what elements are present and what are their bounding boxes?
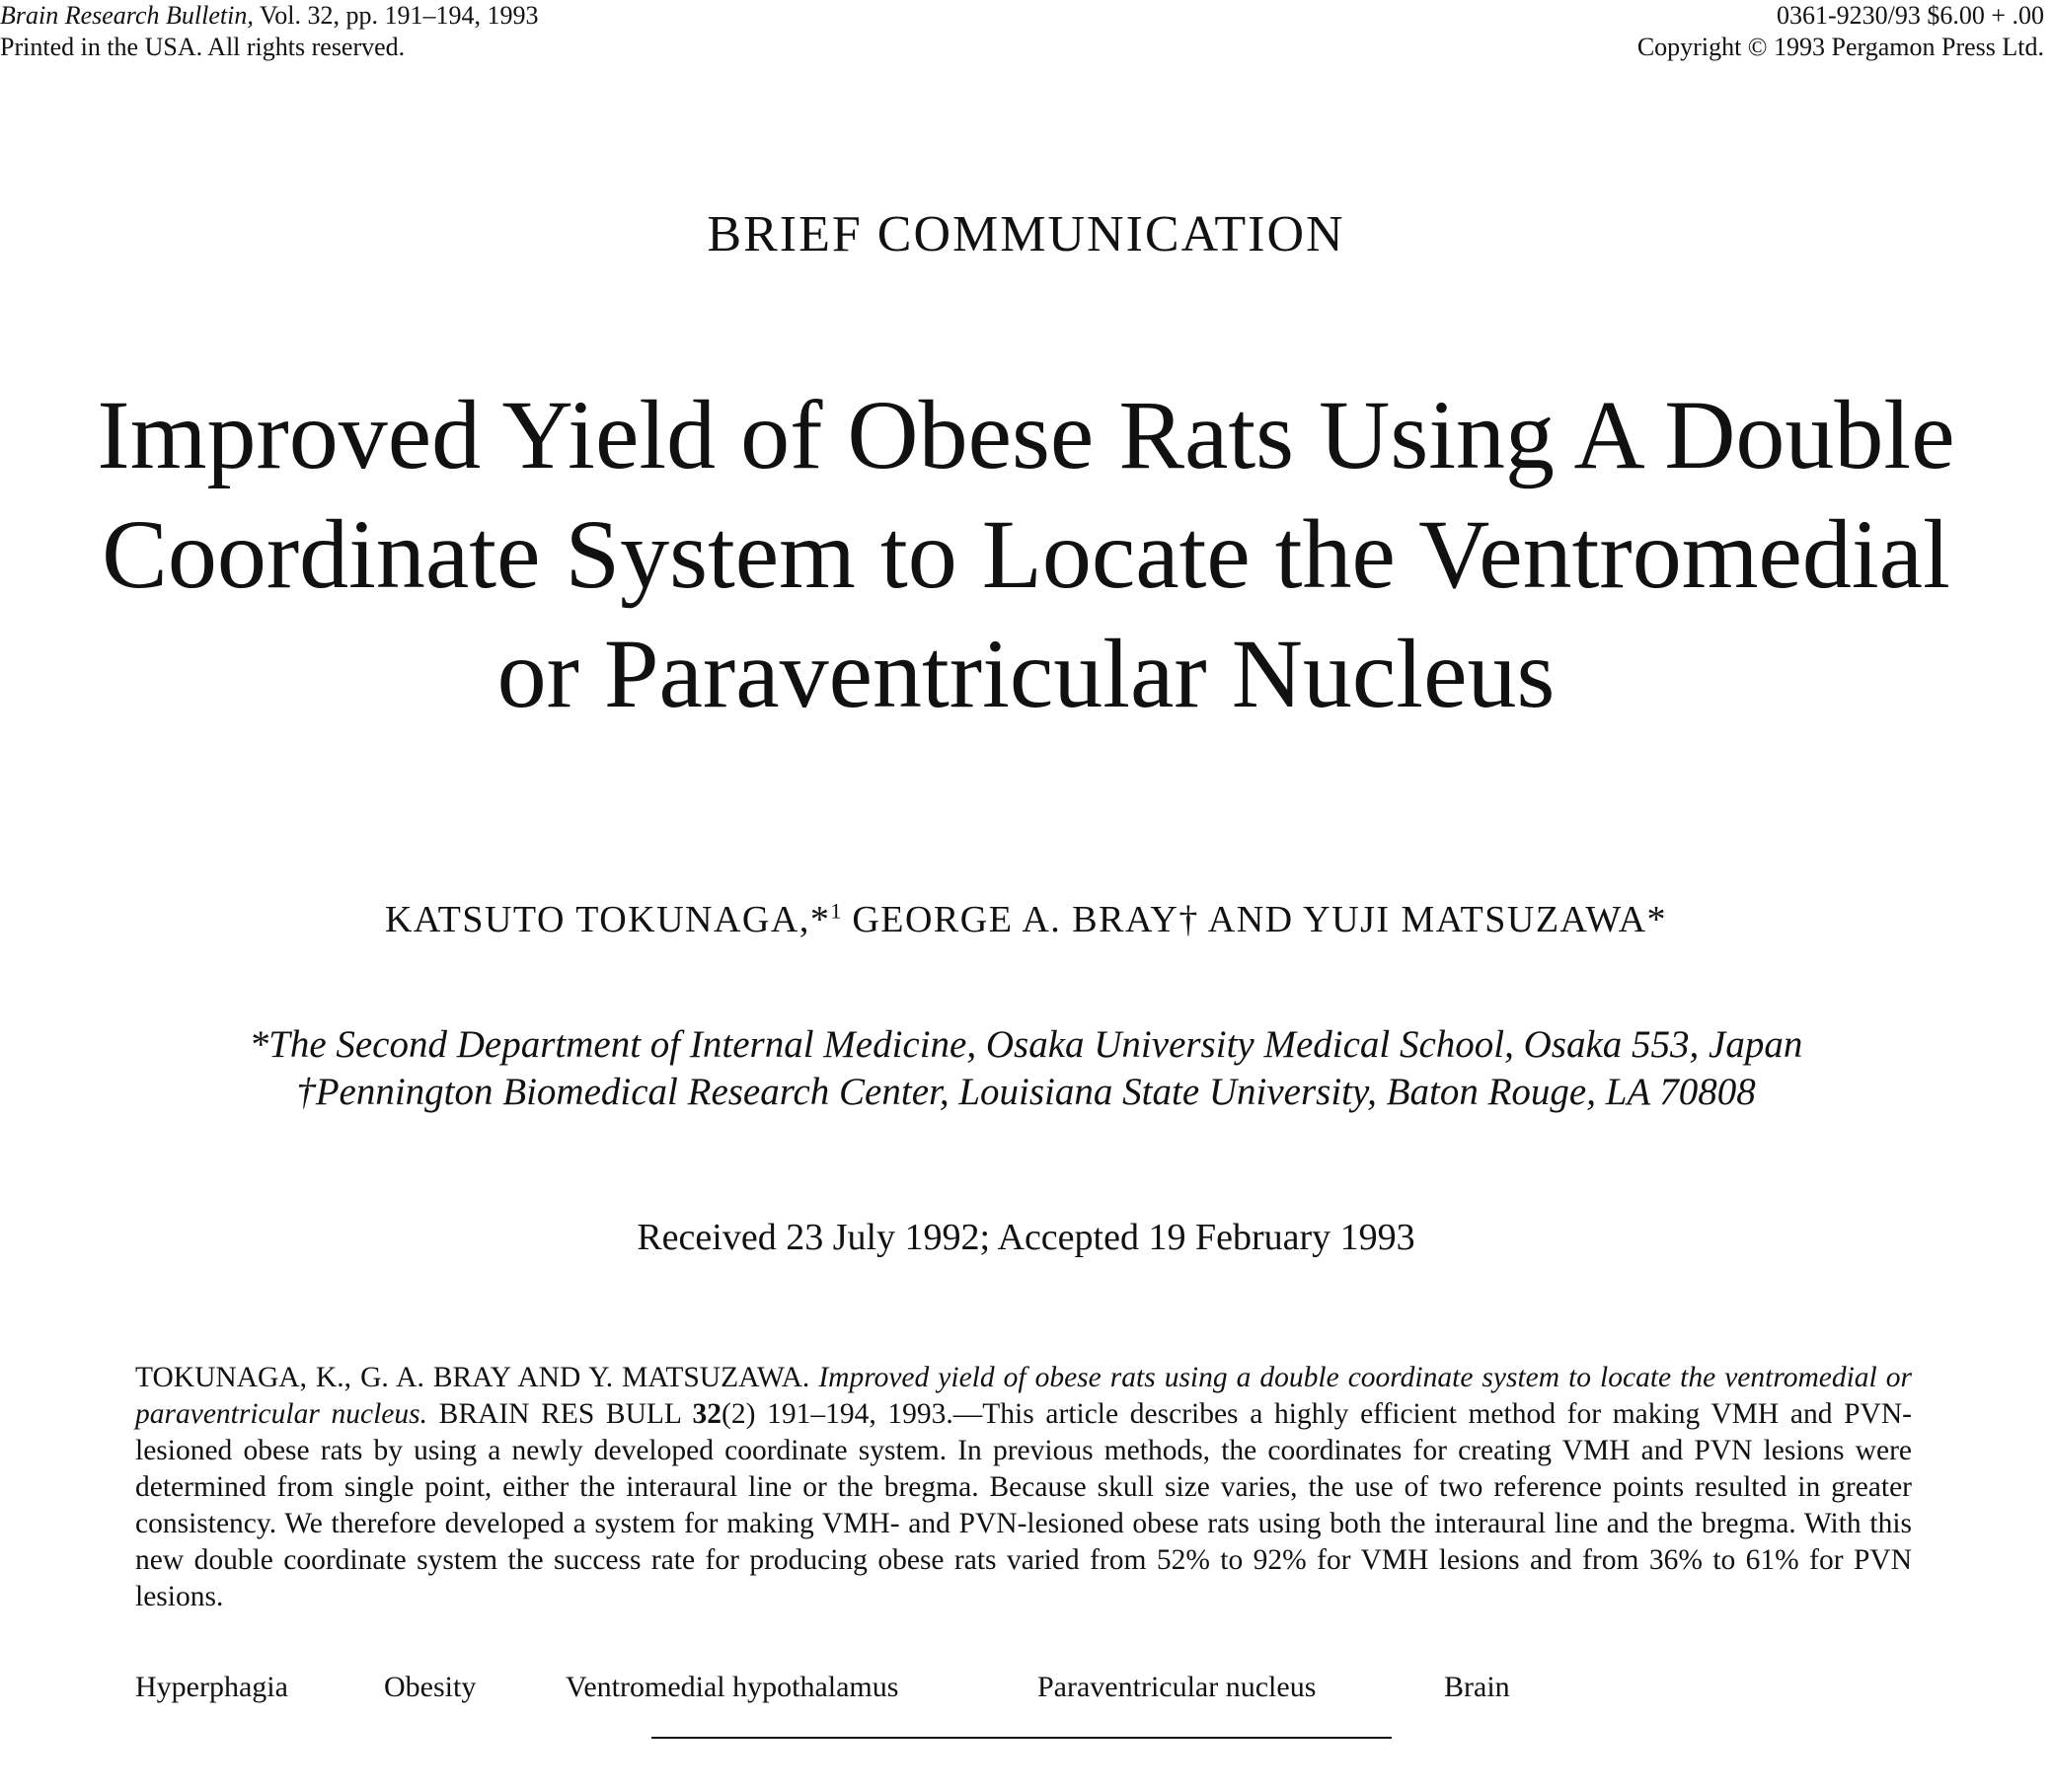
article-title bbox=[0, 375, 2052, 733]
title-line: Improved Yield of Obese Rats Using A Double bbox=[97, 380, 1955, 489]
copyright-notice: Copyright © 1993 Pergamon Press Ltd. bbox=[1636, 33, 2044, 61]
divider-rule bbox=[651, 1737, 1392, 1739]
abstract-ref-rest: (2) 191–194, 1993.— bbox=[722, 1398, 983, 1430]
issn-price: 0361-9230/93 $6.00 + .00 bbox=[1776, 1, 2044, 30]
footnote-marker: 1 bbox=[830, 898, 842, 924]
keyword: Ventromedial hypothalamus bbox=[566, 1671, 899, 1703]
author-list bbox=[0, 898, 2052, 941]
keyword: Paraventricular nucleus bbox=[1037, 1671, 1317, 1703]
affiliations bbox=[0, 1021, 2052, 1116]
abstract-authors: TOKUNAGA, K., G. A. BRAY AND Y. MATSUZAWA. bbox=[135, 1362, 819, 1393]
abstract-body: This article describes a highly efficient method for making VMH and PVN-lesioned obese rats by using a newly developed coordinate system. In previous methods, the coordinates for creating VMH and PVN lesions were determined from single point, either the interaural line or the bregma. Because skull size varies, the use of two reference points resulted in greater consistency. We therefore developed a system for making VMH- and PVN-lesioned obese rats using both the interaural line and the bregma. With this new double coordinate system the success rate for producing obese rats varied from 52% to 92% for VMH lesions and from 36% to 61% for PVN lesions. bbox=[135, 1398, 1912, 1612]
affiliation-pennington: †Pennington Biomedical Research Center, Louisiana State University, Baton Rouge, LA 70808 bbox=[296, 1071, 1756, 1113]
journal-citation bbox=[0, 0, 539, 32]
affiliation-osaka: *The Second Department of Internal Medicine, Osaka University Medical School, Osaka 553, Japan bbox=[249, 1023, 1803, 1066]
running-header-right bbox=[1637, 0, 2044, 63]
keyword: Hyperphagia bbox=[135, 1671, 288, 1703]
abstract bbox=[135, 1360, 1912, 1615]
abstract-volume: 32 bbox=[692, 1398, 722, 1430]
received-accepted-dates: Received 23 July 1992; Accepted 19 February 1993 bbox=[637, 1217, 1415, 1258]
title-line: or Paraventricular Nucleus bbox=[496, 619, 1556, 728]
journal-name: Brain Research Bulletin, bbox=[0, 1, 254, 30]
section-label: BRIEF COMMUNICATION bbox=[707, 206, 1345, 262]
abstract-journal: BRAIN RES BULL bbox=[426, 1398, 693, 1430]
title-line: Coordinate System to Locate the Ventromedial bbox=[102, 499, 1950, 609]
abstract-title: Improved yield of obese rats using a double coordinate system to locate the ventromedial or paraventricular nucleus. bbox=[135, 1362, 1912, 1430]
author-first: KATSUTO TOKUNAGA,* bbox=[384, 899, 831, 940]
printed-notice: Printed in the USA. All rights reserved. bbox=[0, 33, 406, 61]
running-header-left bbox=[0, 0, 539, 63]
keyword: Brain bbox=[1444, 1671, 1510, 1703]
volume-info: Vol. 32, pp. 191–194, 1993 bbox=[253, 1, 539, 30]
author-others: GEORGE A. BRAY† AND YUJI MATSUZAWA* bbox=[841, 899, 1668, 940]
keyword: Obesity bbox=[384, 1671, 477, 1703]
